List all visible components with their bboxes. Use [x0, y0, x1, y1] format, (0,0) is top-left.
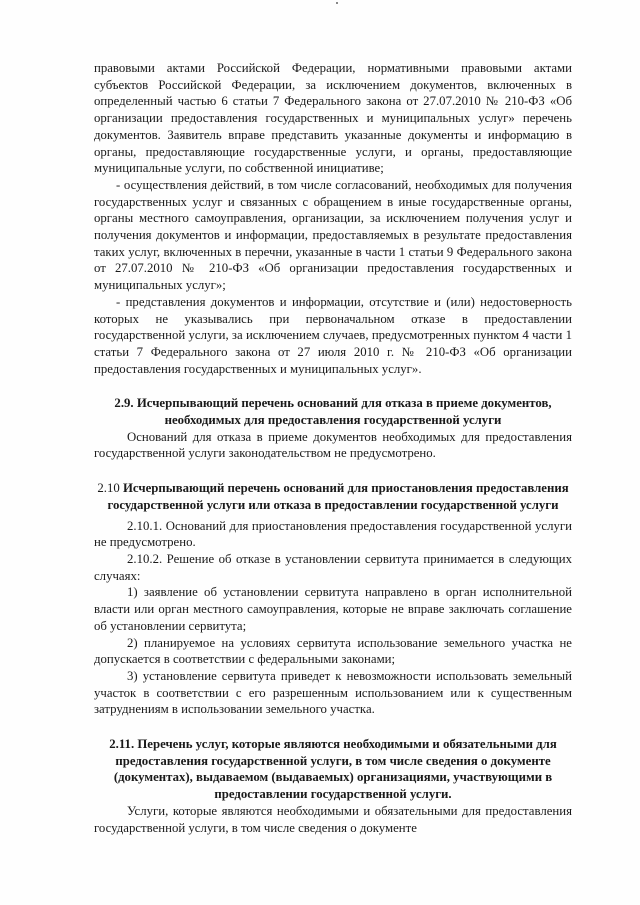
section-2-9-heading: 2.9. Исчерпывающий перечень оснований для отказа в приеме документов, необходимых для предоставления государственной услуги [114, 396, 552, 428]
section-2-10-number: 2.10 [97, 481, 120, 496]
section-2-10-heading [94, 480, 572, 513]
section-2-10-title: Исчерпывающий перечень оснований для приостановления предоставления государственной услуги или отказа в предоставлении государственной услуги [107, 481, 569, 512]
section-2-11-heading: 2.11. Перечень услуг, которые являются необходимыми и обязательными для предоставления государственной услуги, в том числе сведения о документе (документах), выдаваемом (выдаваемых) организациями, участвующими в предоставлении государственной услуги. [109, 737, 557, 802]
document-body [94, 60, 572, 836]
paragraph-2-10-2: 2.10.2. Решение об отказе в установлении сервитута принимается в следующих случаях: [94, 551, 572, 583]
bullet-item-documents: - представления документов и информации, отсутствие и (или) недостоверность которых не указывались при первоначальном отказе в предоставлении государственной услуги, за исключением случаев, предусмотренных пунктом 4 части 1 статьи 7 Федерального закона от 27 июля 2010 г. № 210-ФЗ «Об организации предоставления государственных и муниципальных услуг». [94, 294, 572, 376]
refusal-case-2: 2) планируемое на условиях сервитута использование земельного участка не допускается в соответствии с федеральными законами; [94, 635, 572, 667]
scan-mark [336, 2, 338, 4]
paragraph-2-10-1: 2.10.1. Оснований для приостановления предоставления государственной услуги не предусмотрено. [94, 518, 572, 550]
opening-paragraph: правовыми актами Российской Федерации, нормативными правовыми актами субъектов Российской Федерации, за исключением документов, включенных в определенный частью 6 статьи 7 Федерального закона от 27.07.2010 № 210-ФЗ «Об организации предоставления государственных и муниципальных услуг» перечень документов. Заявитель вправе представить указанные документы и информацию в органы, предоставляющие государственные услуги, и органы, предоставляющие муниципальные услуги, по собственной инициативе; [94, 61, 572, 176]
section-2-9-text: Оснований для отказа в приеме документов необходимых для предоставления государственной услуги законодательством не предусмотрено. [94, 429, 572, 461]
section-2-11-text: Услуги, которые являются необходимыми и обязательными для предоставления государственной услуги, в том числе сведения о документе [94, 803, 572, 835]
refusal-case-1: 1) заявление об установлении сервитута направлено в орган исполнительной власти или орган местного самоуправления, которые не вправе заключать соглашение об установлении сервитута; [94, 585, 572, 633]
refusal-case-3: 3) установление сервитута приведет к невозможности использовать земельный участок в соответствии с его разрешенным использованием или к существенным затруднениям в использовании земельного участка. [94, 668, 572, 717]
bullet-item-actions: - осуществления действий, в том числе согласований, необходимых для получения государственных услуг и связанных с обращением в иные государственные органы, органы местного самоуправления, организации, за исключением получения услуг и получения документов и информации, предоставляемых в результате предоставления таких услуг, включенных в перечни, указанные в части 1 статьи 9 Федерального закона от 27.07.2010 № 210-ФЗ «Об организации предоставления государственных и муниципальных услуг»; [94, 177, 572, 293]
